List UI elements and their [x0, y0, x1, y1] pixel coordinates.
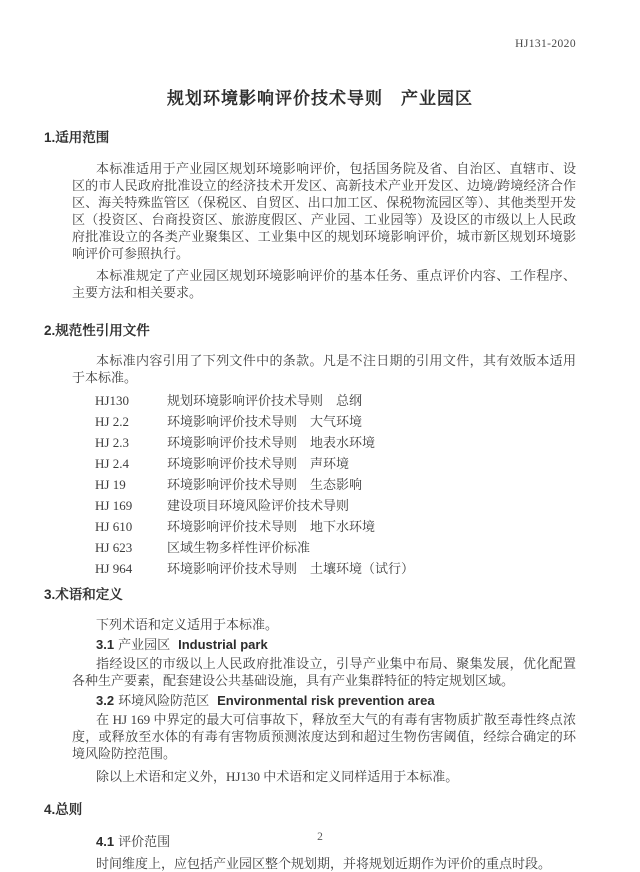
term-name-zh: 环境风险防范区 — [118, 693, 210, 708]
reference-code: HJ 623 — [95, 540, 133, 555]
term-number: 3.2 — [96, 693, 115, 708]
reference-item — [95, 495, 576, 516]
reference-title: 环境影响评价技术导则 大气环境 — [167, 414, 363, 429]
reference-list — [95, 390, 576, 579]
reference-title: 环境影响评价技术导则 地下水环境 — [167, 519, 376, 534]
section-2-heading: 2.规范性引用文件 — [44, 323, 150, 338]
section-4-heading: 4.总则 — [44, 802, 83, 817]
reference-code: HJ 169 — [95, 498, 133, 513]
reference-title: 环境影响评价技术导则 土壤环境（试行） — [167, 561, 415, 576]
page-number: 2 — [317, 831, 323, 843]
subsection-number: 4.1 — [96, 834, 115, 849]
reference-code: HJ 2.3 — [95, 435, 129, 450]
reference-code: HJ 19 — [95, 477, 126, 492]
section-1-paragraph-1: 本标准适用于产业园区规划环境影响评价，包括国务院及省、自治区、直辖市、设区的市人民政府批准设立的经济技术开发区、高新技术产业开发区、边境/跨境经济合作区、海关特殊监管区（保税区、自贸区、出口加工区、保税物流园区等）、其他类型开发区（投资区、台商投资区、旅游度假区、产业园、工业园等）及设区的市级以上人民政府批准设立的各类产业聚集区、工业集中区的规划环境影响评价，城市新区规划环境影响评价可参照执行。 — [72, 161, 576, 261]
section-1-heading: 1.适用范围 — [44, 130, 110, 145]
reference-item — [95, 432, 576, 453]
section-1-paragraph-2: 本标准规定了产业园区规划环境影响评价的基本任务、重点评价内容、工作程序、主要方法和相关要求。 — [72, 268, 576, 300]
reference-code: HJ 610 — [95, 519, 133, 534]
reference-item — [95, 411, 576, 432]
section-3-heading: 3.术语和定义 — [44, 587, 123, 602]
reference-code: HJ 2.4 — [95, 456, 129, 471]
term-3-1-definition: 指经设区的市级以上人民政府批准设立，引导产业集中布局、聚集发展，优化配置各种生产要素，配套建设公共基础设施，具有产业集群特征的特定规划区域。 — [72, 656, 576, 688]
page-title: 规划环境影响评价技术导则 产业园区 — [167, 89, 473, 108]
subsection-title: 评价范围 — [118, 834, 171, 849]
document-body — [44, 120, 576, 872]
term-number: 3.1 — [96, 637, 115, 652]
reference-code: HJ130 — [95, 393, 129, 408]
section-2-intro: 本标准内容引用了下列文件中的条款。凡是不注日期的引用文件，其有效版本适用于本标准。 — [72, 353, 576, 385]
term-3-2-definition: 在 HJ 169 中界定的最大可信事故下，释放至大气的有毒有害物质扩散至毒性终点浓度，或释放至水体的有毒有害物质预测浓度达到和超过生物伤害阈值，经综合确定的环境风险防控范围。 — [72, 712, 576, 761]
reference-title: 环境影响评价技术导则 生态影响 — [167, 477, 363, 492]
term-name-en: Environmental risk prevention area — [217, 693, 435, 708]
reference-code: HJ 964 — [95, 561, 133, 576]
term-name-en: Industrial park — [178, 637, 268, 652]
reference-item — [95, 537, 576, 558]
section-3-intro: 下列术语和定义适用于本标准。 — [96, 617, 279, 632]
reference-title: 建设项目环境风险评价技术导则 — [167, 498, 350, 513]
term-name-zh: 产业园区 — [118, 637, 171, 652]
section-3-outro: 除以上术语和定义外，HJ130 中术语和定义同样适用于本标准。 — [96, 769, 459, 784]
doc-code: HJ131-2020 — [515, 38, 576, 50]
reference-item — [95, 390, 576, 411]
reference-title: 环境影响评价技术导则 地表水环境 — [167, 435, 376, 450]
term-3-1-heading — [96, 636, 576, 653]
reference-item — [95, 516, 576, 537]
reference-title: 区域生物多样性评价标准 — [167, 540, 311, 555]
term-3-2-heading — [96, 692, 576, 709]
reference-item — [95, 474, 576, 495]
reference-item — [95, 453, 576, 474]
section-4-paragraph: 时间维度上，应包括产业园区整个规划期，并将规划近期作为评价的重点时段。 — [96, 856, 552, 871]
reference-title: 环境影响评价技术导则 声环境 — [167, 456, 350, 471]
reference-title: 规划环境影响评价技术导则 总纲 — [167, 393, 363, 408]
reference-code: HJ 2.2 — [95, 414, 129, 429]
reference-item — [95, 558, 576, 579]
